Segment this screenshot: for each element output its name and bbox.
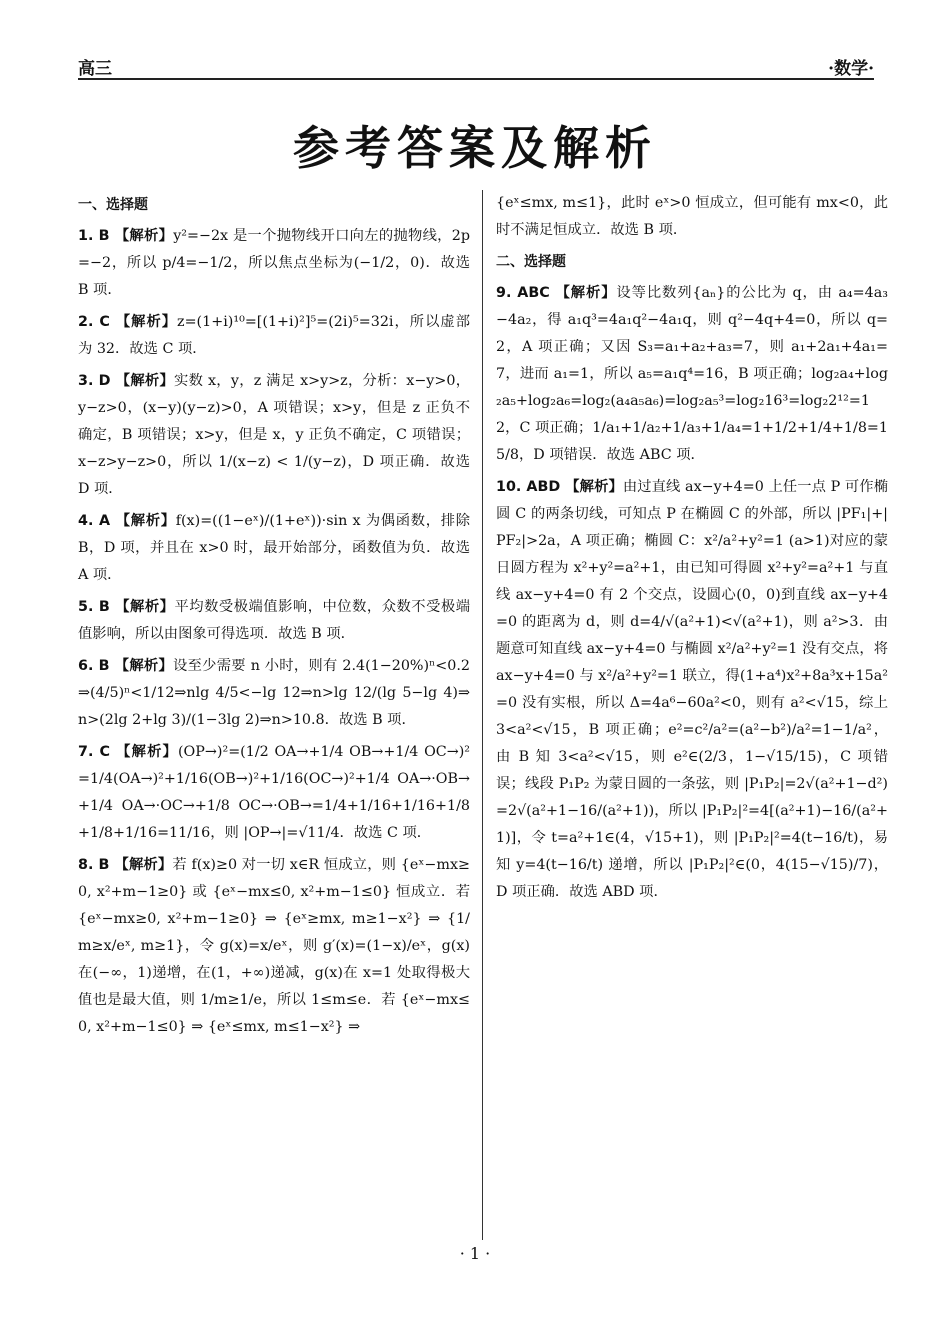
- analysis-tag: 【解析】: [116, 744, 178, 760]
- answer-item: [78, 653, 470, 734]
- analysis-tag: 【解析】: [114, 857, 173, 873]
- right-column: [496, 190, 888, 911]
- answer-key: 7. C: [78, 744, 117, 760]
- analysis-tag: 【解析】: [565, 479, 623, 495]
- page-number: · 1 ·: [459, 1244, 491, 1263]
- analysis-tag: 【解析】: [114, 228, 174, 244]
- answer-text: f(x)=((1−eˣ)/(1+eˣ))·sin x 为偶函数，排除 B，D 项，并且在 x>0 时，最开始部分，函数值为负．故选 A 项．: [78, 513, 470, 583]
- answer-item: [496, 280, 888, 469]
- answer-key: 4. A: [78, 513, 116, 529]
- subject-label: ·数学·: [828, 59, 874, 79]
- answer-text: y²=−2x 是一个抛物线开口向左的抛物线，2p=−2，所以 p/4=−1/2，所以焦点坐标为(−1/2，0)．故选 B 项．: [78, 228, 471, 298]
- answer-text: 设至少需要 n 小时，则有 2.4(1−20%)ⁿ<0.2⇒(4/5)ⁿ<1/12⇒nlg 4/5<−lg 12⇒n>lg 12/(lg 5−lg 4)⇒n>(2lg 2+lg 3)/(1−3lg 2)⇒n>10.8．故选 B 项．: [78, 658, 470, 728]
- answer-item: [78, 368, 470, 503]
- analysis-tag: 【解析】: [115, 513, 176, 529]
- analysis-tag: 【解析】: [555, 285, 617, 301]
- answer-item: [78, 309, 470, 363]
- answer-text: 实数 x，y，z 满足 x>y>z，分析：x−y>0，y−z>0，(x−y)(y−z)>0，A 项错误；x>y，但是 z 正负不确定，B 项错误；x>y，但是 x，y 正负不确定，C 项错误；x−z>y−z>0，所以 1/(x−z) < 1/(y−z)，D 项正确．故选 D 项．: [78, 373, 471, 497]
- answer-key: 10. ABD: [496, 479, 566, 495]
- right-continuation: [496, 190, 888, 244]
- answer-text: 设等比数列{aₙ}的公比为 q，由 a₄=4a₃−4a₂，得 a₁q³=4a₁q²−4a₁q，则 q²−4q+4=0，所以 q=2，A 项正确；又因 S₃=a₁+a₂+a₃=7，则 a₁+2a₁+4a₁=7，进而 a₁=1，所以 a₅=a₁q⁴=16，B 项正确；log₂a₄+log₂a₅+log₂a₆=log₂(a₄a₅a₆)=log₂a₅³=log₂16³=log₂2¹²=12，C 项正确；1/a₁+1/a₂+1/a₃+1/a₄=1+1/2+1/4+1/8=15/8，D 项错误．故选 ABC 项．: [496, 285, 888, 463]
- answer-text: (OP→)²=(1/2 OA→+1/4 OB→+1/4 OC→)²=1/4(OA→)²+1/16(OB→)²+1/16(OC→)²+1/4 OA→·OB→+1/4 OA→·OC→+1/8 OC→·OB→=1/4+1/16+1/16+1/8+1/8+1/16=11/16，则 |OP→|=√11/4．故选 C 项．: [78, 744, 471, 841]
- analysis-tag: 【解析】: [115, 314, 178, 330]
- answer-item: [496, 474, 888, 906]
- page-title: 参考答案及解析: [293, 121, 657, 175]
- answer-item: [78, 594, 470, 648]
- analysis-tag: 【解析】: [114, 658, 174, 674]
- answer-text: {eˣ≤mx, m≤1}，此时 eˣ>0 恒成立，但可能有 mx<0，此时不满足恒成立．故选 B 项．: [496, 195, 888, 238]
- answer-text: 若 f(x)≥0 对一切 x∈R 恒成立，则 {eˣ−mx≥0, x²+m−1≥0} 或 {eˣ−mx≤0, x²+m−1≤0} 恒成立．若 {eˣ−mx≥0, x²+m−1≥0} ⇒ {eˣ≥mx, m≥1−x²} ⇒ {1/m≥x/eˣ, m≥1}，令 g(x)=x/eˣ，则 g′(x)=(1−x)/eˣ，g(x)在(−∞，1)递增，在(1，+∞)递减，g(x)在 x=1 处取得极大值也是最大值，则 1/m≥1/e，所以 1≤m≤e．若 {eˣ−mx≤0, x²+m−1≤0} ⇒ {eˣ≤mx, m≤1−x²} ⇒: [78, 857, 471, 1035]
- column-divider: [482, 190, 483, 1240]
- section-heading-choice: 一、选择题: [78, 197, 148, 213]
- answer-key: 1. B: [78, 228, 115, 244]
- answer-key: 8. B: [78, 857, 115, 873]
- answer-item: [78, 739, 470, 847]
- answer-key: 5. B: [78, 599, 116, 615]
- page-header: [78, 52, 874, 80]
- analysis-tag: 【解析】: [115, 599, 175, 615]
- answer-key: 3. D: [78, 373, 116, 389]
- answer-key: 2. C: [78, 314, 116, 330]
- answer-text: z=(1+i)¹⁰=[(1+i)²]⁵=(2i)⁵=32i，所以虚部为 32．故选 C 项．: [78, 314, 471, 357]
- left-answer-list: [78, 223, 470, 1041]
- answer-text: 平均数受极端值影响，中位数，众数不受极端值影响，所以由图象可得选项．故选 B 项．: [78, 599, 471, 642]
- answer-text: 由过直线 ax−y+4=0 上任一点 P 可作椭圆 C 的两条切线，可知点 P 在椭圆 C 的外部，所以 |PF₁|+|PF₂|>2a，A 项正确；椭圆 C：x²/a²+y²=1 (a>1)对应的蒙日圆方程为 x²+y²=a²+1，由已知可得圆 x²+y²=a²+1 与直线 ax−y+4=0 有 2 个交点，设圆心(0，0)到直线 ax−y+4=0 的距离为 d，则 d=4/√(a²+1)<√(a²+1)，则 a²>3．由题意可知直线 ax−y+4=0 与椭圆 x²/a²+y²=1 没有交点，将 ax−y+4=0 与 x²/a²+y²=1 联立，得(1+a⁴)x²+8a³x+15a²=0 没有实根，所以 Δ=4a⁶−60a²<0，则有 a²<√15，综上 3<a²<√15，B 项正确；e²=c²/a²=(a²−b²)/a²=1−1/a²，由 B 知 3<a²<√15，则 e²∈(2/3，1−√15/15)，C 项错误；线段 P₁P₂ 为蒙日圆的一条弦，则 |P₁P₂|=2√(a²+1−d²)=2√(a²+1−16/(a²+1))，所以 |P₁P₂|²=4[(a²+1)−16/(a²+1)]，令 t=a²+1∈(4，√15+1)，则 |P₁P₂|²=4(t−16/t)，易知 y=4(t−16/t) 递增，所以 |P₁P₂|²∈(0，4(15−√15)/7)，D 项正确．故选 ABD 项．: [496, 479, 888, 900]
- answer-key: 6. B: [78, 658, 115, 674]
- answer-item: [78, 852, 470, 1041]
- grade-label: 高三: [78, 59, 112, 79]
- analysis-tag: 【解析】: [115, 373, 175, 389]
- left-column: [78, 190, 470, 1046]
- answer-item: [496, 190, 888, 244]
- section-heading-multi: 二、选择题: [496, 254, 566, 270]
- answer-item: [78, 508, 470, 589]
- right-answer-list: [496, 280, 888, 906]
- answer-key: 9. ABC: [496, 285, 556, 301]
- answer-item: [78, 223, 470, 304]
